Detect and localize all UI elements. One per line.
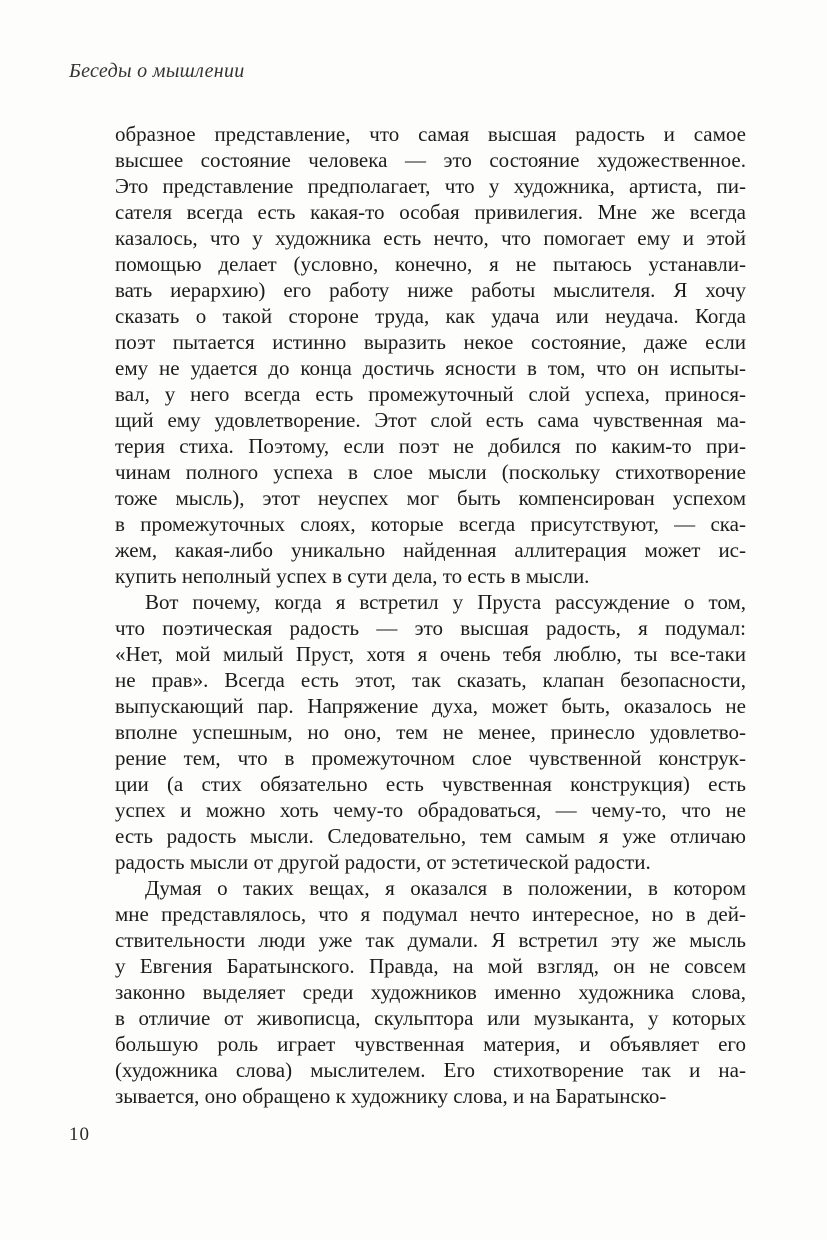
- text-line: терия стиха. Поэтому, если поэт не добился по каким-то при-: [115, 434, 746, 458]
- text-line: ему не удается до конца достичь ясности в том, что он испыты-: [115, 356, 746, 380]
- text-line: мне представлялось, что я подумал нечто интересное, но в дей-: [115, 902, 746, 926]
- text-line: «Нет, мой милый Пруст, хотя я очень тебя люблю, ты все-таки: [115, 642, 746, 666]
- text-line: есть радость мысли. Следовательно, тем самым я уже отличаю: [115, 824, 746, 848]
- text-line: радость мысли от другой радости, от эстетической радости.: [115, 850, 651, 874]
- text-line: вал, у него всегда есть промежуточный слой успеха, принося-: [115, 382, 746, 406]
- text-line: успех и можно хоть чему-то обрадоваться, — чему-то, что не: [115, 798, 746, 822]
- text-line: Думая о таких вещах, я оказался в положении, в котором: [145, 876, 746, 900]
- text-line: Это представление предполагает, что у художника, артиста, пи-: [115, 174, 746, 198]
- text-line: что поэтическая радость — это высшая радость, я подумал:: [115, 616, 746, 640]
- text-line: казалось, что у художника есть нечто, что помогает ему и этой: [115, 226, 746, 250]
- text-line: зывается, оно обращено к художнику слова, и на Баратынско-: [115, 1084, 667, 1108]
- text-line: ствительности люди уже так думали. Я встретил эту же мысль: [115, 928, 746, 952]
- text-line: сказать о такой стороне труда, как удача или неудача. Когда: [115, 304, 746, 328]
- text-line: вать иерархию) его работу ниже работы мыслителя. Я хочу: [115, 278, 746, 302]
- text-line: купить неполный успех в сути дела, то есть в мысли.: [115, 564, 590, 588]
- text-line: ции (а стих обязательно есть чувственная конструкция) есть: [115, 772, 746, 796]
- text-line: в отличие от живописца, скульптора или музыканта, у которых: [115, 1006, 746, 1030]
- text-line: жем, какая-либо уникально найденная аллитерация может ис-: [115, 538, 746, 562]
- text-line: в промежуточных слоях, которые всегда присутствуют, — ска-: [115, 512, 746, 536]
- text-line: образное представление, что самая высшая радость и самое: [115, 122, 746, 146]
- text-line: поэт пытается истинно выразить некое состояние, даже если: [115, 330, 746, 354]
- running-header: Беседы о мышлении: [69, 60, 245, 82]
- text-line: у Евгения Баратынского. Правда, на мой взгляд, он не совсем: [115, 954, 746, 978]
- text-line: Вот почему, когда я встретил у Пруста рассуждение о том,: [145, 590, 746, 614]
- text-line: законно выделяет среди художников именно художника слова,: [115, 980, 746, 1004]
- text-line: помощью делает (условно, конечно, я не пытаюсь устанавли-: [115, 252, 746, 276]
- text-line: чинам полного успеха в слое мысли (поскольку стихотворение: [115, 460, 746, 484]
- text-line: не прав». Всегда есть этот, так сказать, клапан безопасности,: [115, 668, 746, 692]
- page-number: 10: [69, 1124, 90, 1145]
- text-line: вполне успешным, но оно, тем не менее, принесло удовлетво-: [115, 720, 746, 744]
- text-line: тоже мысль), этот неуспех мог быть компенсирован успехом: [115, 486, 746, 510]
- text-line: большую роль играет чувственная материя, и объявляет его: [115, 1032, 746, 1056]
- text-line: рение тем, что в промежуточном слое чувственной конструк-: [115, 746, 746, 770]
- text-line: щий ему удовлетворение. Этот слой есть сама чувственная ма-: [115, 408, 746, 432]
- text-line: выпускающий пар. Напряжение духа, может быть, оказалось не: [115, 694, 746, 718]
- text-line: сателя всегда есть какая-то особая привилегия. Мне же всегда: [115, 200, 746, 224]
- body-text: [115, 121, 746, 1109]
- text-line: высшее состояние человека — это состояние художественное.: [115, 148, 746, 172]
- text-line: (художника слова) мыслителем. Его стихотворение так и на-: [115, 1058, 746, 1082]
